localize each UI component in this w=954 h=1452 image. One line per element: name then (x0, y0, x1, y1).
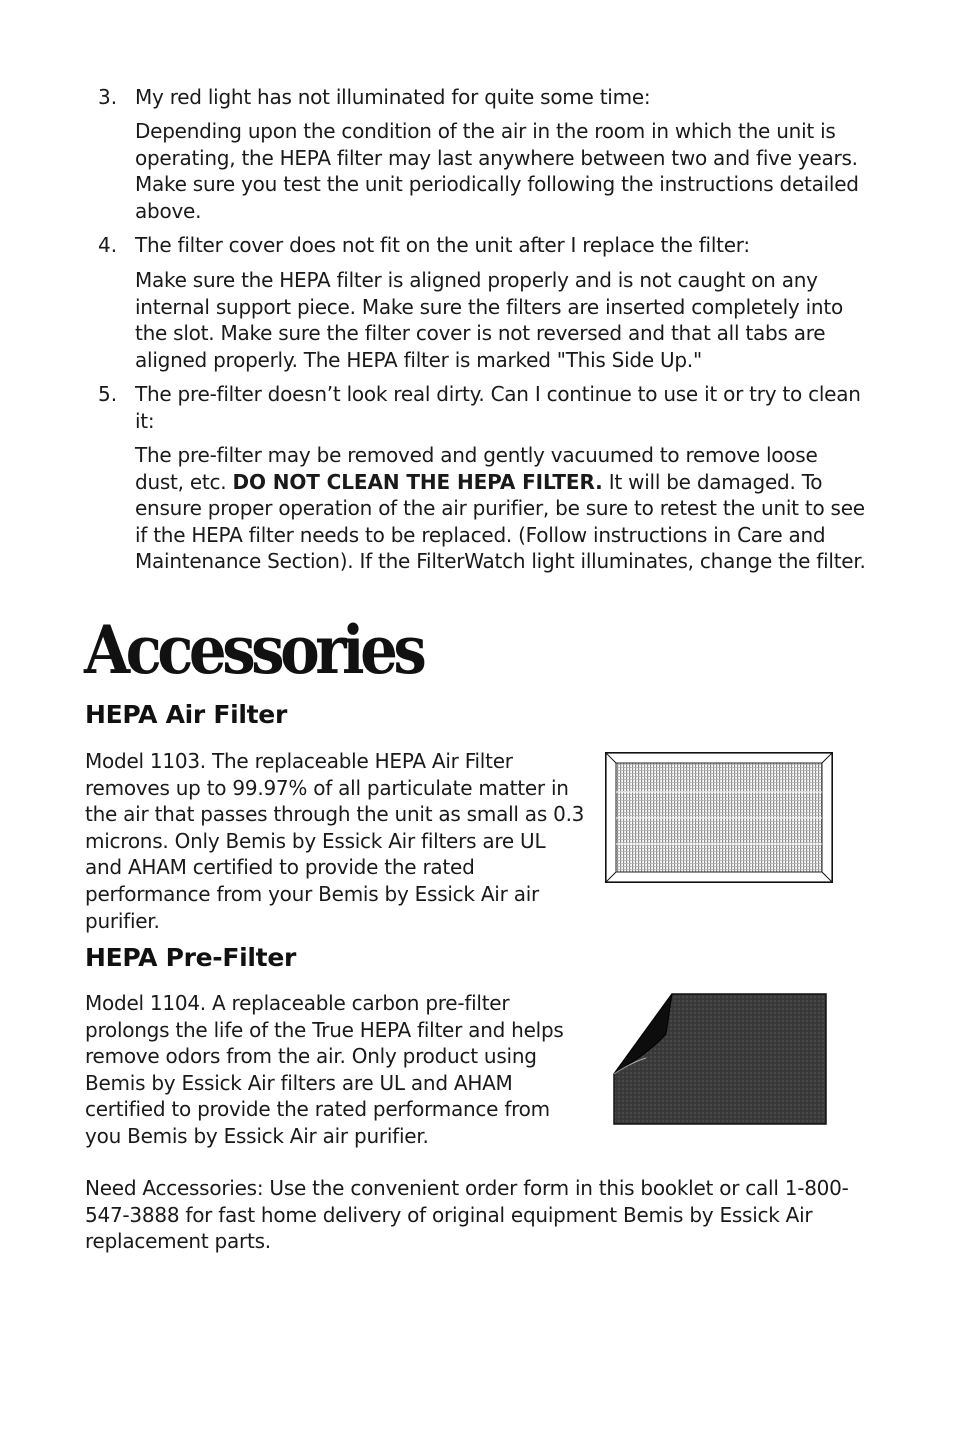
faq-answer: Depending upon the condition of the air in the room in which the unit is operating, the HEPA filter may last anywhere between two and five years. Make sure you test the unit periodically following the instructions detailed above. (135, 119, 859, 223)
pre-filter-heading: HEPA Pre-Filter (85, 943, 297, 972)
hepa-filter-heading: HEPA Air Filter (85, 700, 287, 729)
hepa-filter-description: Model 1103. The replaceable HEPA Air Filter removes up to 99.97% of all particulate matter in the air that passes through the unit as small as 0.3 microns. Only Bemis by Essick Air filters are UL and AHAM certified to provide the rated performance from your Bemis by Essick Air air purifier. (85, 749, 585, 933)
page-title: Accessories (84, 611, 423, 689)
answer-text: It will be damaged. To ensure proper operation of the air purifier, be sure to retest the unit to see if the HEPA filter needs to be replaced. (Follow instructions in Care and Maintenance Section). If the FilterWatch light illuminates, change the filter. (135, 469, 866, 574)
faq-number: 3. (98, 85, 118, 109)
answer-text: The pre-filter may be removed and gently vacuumed to remove loose dust, etc. (135, 443, 818, 494)
faq-answer (135, 442, 868, 575)
warning-text: DO NOT CLEAN THE HEPA FILTER. (232, 469, 603, 494)
faq-number: 4. (98, 233, 118, 257)
faq-question: The filter cover does not fit on the unit after I replace the filter: (135, 233, 750, 257)
pre-filter-description: Model 1104. A replaceable carbon pre-filter prolongs the life of the True HEPA filter and helps remove odors from the air. Only product using Bemis by Essick Air filters are UL and AHAM certified to provide the rated performance from you Bemis by Essick Air air purifier. (85, 991, 564, 1148)
faq-answer: Make sure the HEPA filter is aligned properly and is not caught on any internal support piece. Make sure the filters are inserted completely into the slot. Make sure the filter cover is not reversed and that all tabs are aligned properly. The HEPA filter is marked "This Side Up." (135, 268, 843, 372)
faq-question: My red light has not illuminated for quite some time: (135, 85, 651, 109)
faq-number: 5. (98, 382, 118, 406)
hepa-filter-image (605, 752, 833, 883)
faq-question: The pre-filter doesn’t look real dirty. Can I continue to use it or try to clean it: (135, 382, 861, 433)
pre-filter-image (610, 992, 828, 1126)
need-accessories-text: Need Accessories: Use the convenient order form in this booklet or call 1-800-547-3888 for fast home delivery of original equipment Bemis by Essick Air replacement parts. (85, 1176, 849, 1254)
